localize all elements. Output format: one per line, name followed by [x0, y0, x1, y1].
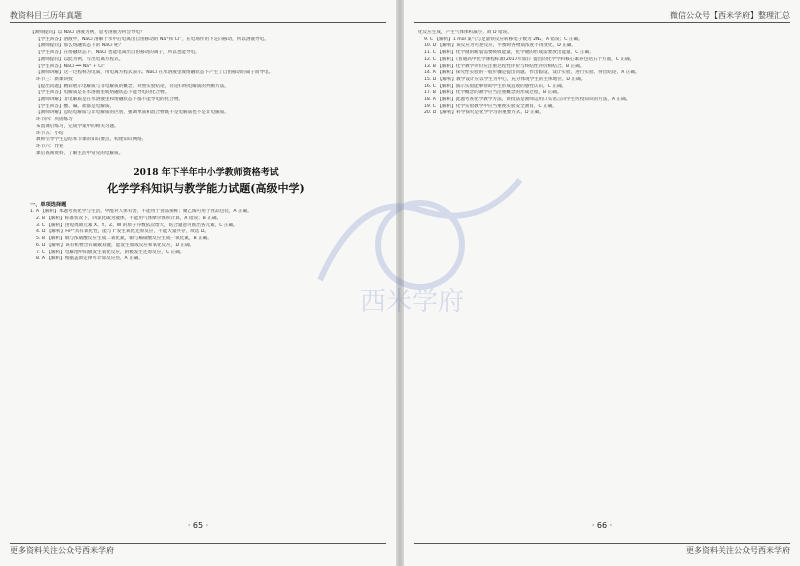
exam-title-line1: 2018 年下半年中小学教师资格考试	[133, 168, 279, 179]
text-line: 11. C 【解析】化学键的断裂需要吸收能量，化学键的形成需要放出能量，C 正确。	[424, 50, 594, 56]
text-line: 15. D 【解析】教学设计应以学生为中心，充分体现学生的主体地位，D 正确。	[424, 76, 586, 82]
part-label: 一、单项选择题	[30, 202, 67, 209]
text-line: 3. C 【解析】由短周期元素 X、Y、Z、W 的原子序数依次增大，结合题意可推出各元素，C 正确。	[36, 222, 238, 228]
text-line: 【教师提问】以此为例，写出电离方程式。	[36, 56, 124, 62]
exam-title-line2: 化学学科知识与教学能力试题(高级中学)	[107, 182, 305, 196]
text-line: 环节五：小结	[36, 130, 64, 136]
header-rule	[10, 22, 386, 23]
page-number-right: · 66 ·	[591, 521, 613, 530]
text-line: 14. A 【解析】探究性实验的一般步骤是提出问题、作出假设、设计实验、进行实验、得出结论，A 正确。	[424, 70, 640, 76]
header-right: 微信公众号【西米学府】整理汇总	[670, 11, 790, 20]
text-line: 17. B 【解析】化学概念的教学应当注重概念的形成过程，B 正确。	[424, 90, 562, 96]
footer-right: 更多资料关注公众号西米学府	[686, 546, 790, 555]
text-line: 4. D 【解析】Fe³⁺具有氧化性，能与 I⁻发生氧化还原反应，不能大量共存，故选 D。	[36, 229, 209, 235]
text-line: 环节四：巩固练习	[36, 117, 73, 123]
text-line: 9. C 【解析】1 mol 氯气与足量铁反应转移电子数为 2Nₐ，A 错误；C 正确。	[424, 36, 583, 42]
left-bottom-lines	[30, 209, 382, 263]
text-line: 18. A 【解析】此题考查化学教学方法，讲授法是教师运用口头语言向学生传授知识的方法，A 正确。	[424, 97, 631, 103]
header-left: 教资科目三历年真题	[10, 11, 82, 20]
page-number-left: · 65 ·	[187, 521, 209, 530]
text-line: 12. C 【解析】《普通高中化学课程标准(2017年版)》提出的化学学科核心素养包括五个方面，C 正确。	[424, 56, 635, 62]
text-line: 6. D 【解析】该有机物含有碳碳双键，能发生加成反应和氧化反应，D 正确。	[36, 242, 195, 248]
text-line: 7. C 【解析】电解池中阳极发生氧化反应，阴极发生还原反应，C 正确。	[36, 249, 185, 255]
text-line: 教师引导学生总结本节课的知识要点，构建知识网络。	[36, 137, 147, 143]
text-line: 【教师提问】那么熔融状态下的 NaCl 呢？	[36, 43, 124, 49]
text-line: 课后查阅资料，了解生活中常见的电解质。	[36, 150, 124, 156]
footer-left: 更多资料关注公众号西米学府	[10, 546, 114, 555]
text-line: 8. A 【解析】根据盖斯定律可计算反应热，A 正确。	[36, 256, 143, 262]
left-top-lines	[30, 30, 382, 157]
right-page-body	[418, 30, 770, 520]
book-gutter	[396, 0, 404, 566]
text-line: 【学生回答】NaCl ══ Na⁺ + Cl⁻	[36, 63, 106, 69]
footer-rule	[414, 543, 790, 544]
right-page	[404, 0, 800, 566]
text-line: 化反应生成，产生气体体积减小，故 D 错误。	[418, 30, 512, 35]
text-line: 【教师提问】以 NaCl 溶液为例，思考溶液为何会导电？	[30, 30, 145, 35]
text-line: 20. D 【解析】科学探究是化学学习的重要方式，D 正确。	[424, 110, 544, 116]
text-line: 13. B 【解析】化学教学评价应注重过程性评价与终结性评价相结合，B 正确。	[424, 63, 585, 69]
text-line: 【学生回答】溶液中，NaCl 溶解于水中后电离出自由移动的 Na⁺和 Cl⁻，在电场作用下定向移动，所以溶液导电。	[36, 36, 269, 42]
text-line: 布置课后练习，完成学案中的相关习题。	[36, 123, 119, 129]
text-line: 10. D 【解析】该反应为可逆反应，平衡时各物质浓度不再变化，D 正确。	[424, 43, 576, 49]
text-line: 1. A 【解析】本题考查化学与生活。甲醛对人体有害，不能用于食品保鲜；聚乙烯可用于食品包装，A 正确。	[30, 209, 252, 215]
text-line: 2. B 【解析】标准状况下，四氯化碳为液体，不能用气体摩尔体积计算，A 错误；B 正确。	[36, 216, 222, 222]
text-line: 【学生回答】电解质是在水溶液里或熔融状态下能导电的化合物。	[36, 90, 170, 96]
text-line: 环节三：新课讲授	[36, 76, 73, 82]
text-line: 【教师讲解】总结电解质与非电解质的区别，强调单质和混合物既不是电解质也不是非电解质。	[36, 110, 229, 116]
right-lines	[418, 30, 770, 117]
text-line: 【学生回答】酸、碱、盐都是电解质。	[36, 103, 115, 109]
text-line: 【教师讲解】非电解质是在水溶液里和熔融状态下都不能导电的化合物。	[36, 97, 184, 103]
text-line: 【提出问题】精彩展示电解质与非电解质的概念，对照实验结论，讨论归纳电解质的判断方法。	[36, 83, 229, 89]
header-rule	[414, 22, 790, 23]
text-line: 【教师讲解】这一过程称为电离，用电离方程式表示。NaCl 在水溶液里或熔融状态下产生了自由移动的离子而导电。	[36, 70, 274, 76]
text-line: 16. C 【解析】演示实验能够帮助学生形成直观的感性认识，C 正确。	[424, 83, 567, 89]
text-line: 环节六：作业	[36, 143, 64, 149]
left-page-body	[30, 30, 382, 520]
text-line: 5. B 【解析】铜与浓硝酸反应生成二氧化氮，铜与稀硝酸反应生成一氧化氮，B 正确。	[36, 236, 212, 242]
text-line: 19. C 【解析】化学实验教学中应当重视实验安全教育，C 正确。	[424, 103, 557, 109]
footer-rule	[10, 543, 386, 544]
left-page	[0, 0, 396, 566]
text-line: 【学生回答】在熔融状态下，NaCl 也能电离出自由移动的离子，所以也能导电。	[36, 50, 200, 56]
watermark-text: 西米学府	[360, 287, 465, 317]
